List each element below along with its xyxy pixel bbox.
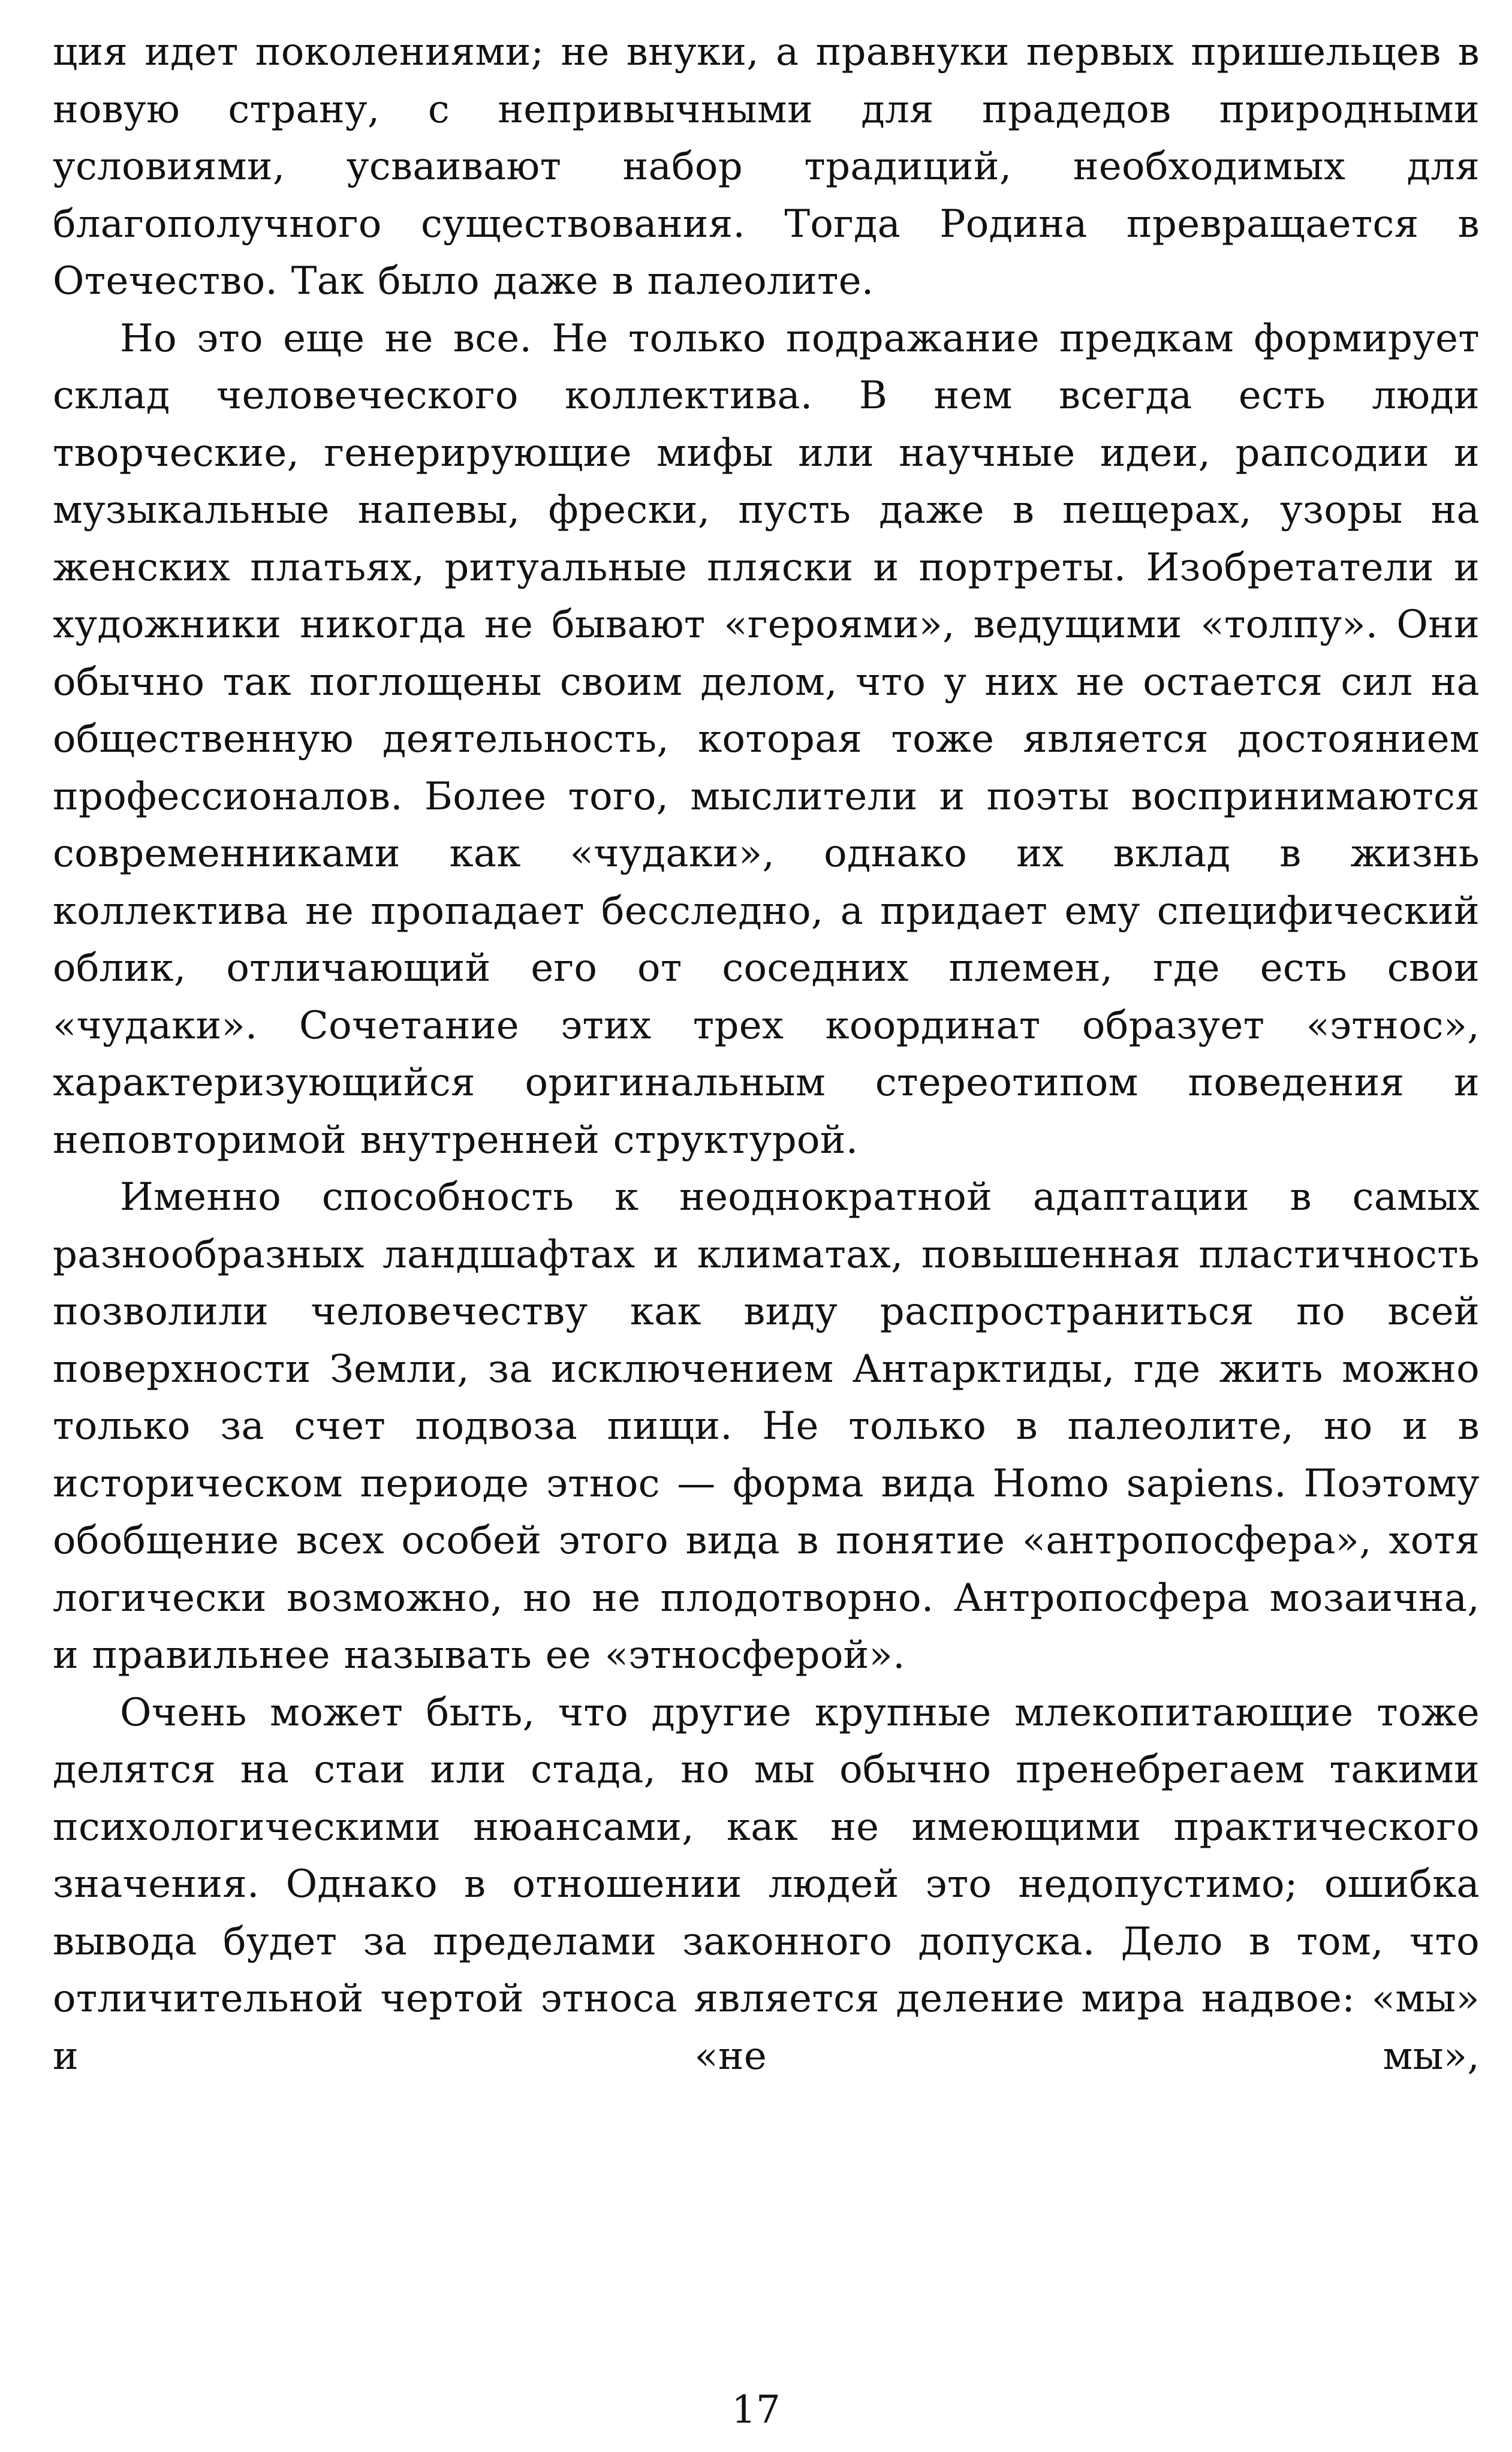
paragraph-mammals: Очень может быть, что другие крупные млекопитающие тоже делятся на стаи или стада, но мы обычно пренебрегаем такими психологическими нюансами, как не имеющими практического значения. Однако в отношении людей это недопустимо; ошибка вывода будет за пределами законного допуска. Дело в том, что отличительной чертой этноса является деление мира надвое: «мы» и «не мы», [53, 1690, 1480, 2079]
paragraph-creative-people: Но это еще не все. Не только подражание предкам формирует склад человеческого коллектива. В нем всегда есть люди творческие, генерирующие мифы или научные идеи, рапсодии и музыкальные напевы, фрески, пусть даже в пещерах, узоры на женских платьях, ритуальные пляски и портреты. Изобретатели и художники никогда не бывают «героями», ведущими «толпу». Они обычно так поглощены своим делом, что у них не остается сил на общественную деятельность, которая тоже является достоянием профессионалов. Более того, мыслители и поэты воспринимаются современниками как «чудаки», однако их вклад в жизнь коллектива не пропадает бесследно, а придает ему специфический облик, отличающий его от соседних племен, где есть свои «чудаки». Сочетание этих трех координат образует «этнос», характеризующийся оригинальным стереотипом поведения и неповторимой внутренней структурой. [53, 316, 1480, 1162]
paragraph-adaptation: Именно способность к неоднократной адаптации в самых разнообразных ландшафтах и климатах, повышенная пластичность позволили человечеству как виду распространиться по всей поверхности Земли, за исключением Антарктиды, где жить можно только за счет подвоза пищи. Не только в палеолите, но и в историческом периоде этнос — форма вида Homo sapiens. Поэтому обобщение всех особей этого вида в понятие «антропосфера», хотя логически возможно, но не плодотворно. Антропосфера мозаична, и правильнее называть ее «этносферой». [53, 1175, 1480, 1677]
page-number: 17 [731, 2388, 781, 2432]
book-page [53, 24, 1480, 2362]
paragraph-continuation: ция идет поколениями; не внуки, а правнуки первых пришельцев в новую страну, с непривычными для прадедов природными условиями, усваивают набор традиций, необходимых для благополучного существования. Тогда Родина превращается в Отечество. Так было даже в палеолите. [53, 30, 1480, 303]
text-column [53, 24, 1480, 2085]
